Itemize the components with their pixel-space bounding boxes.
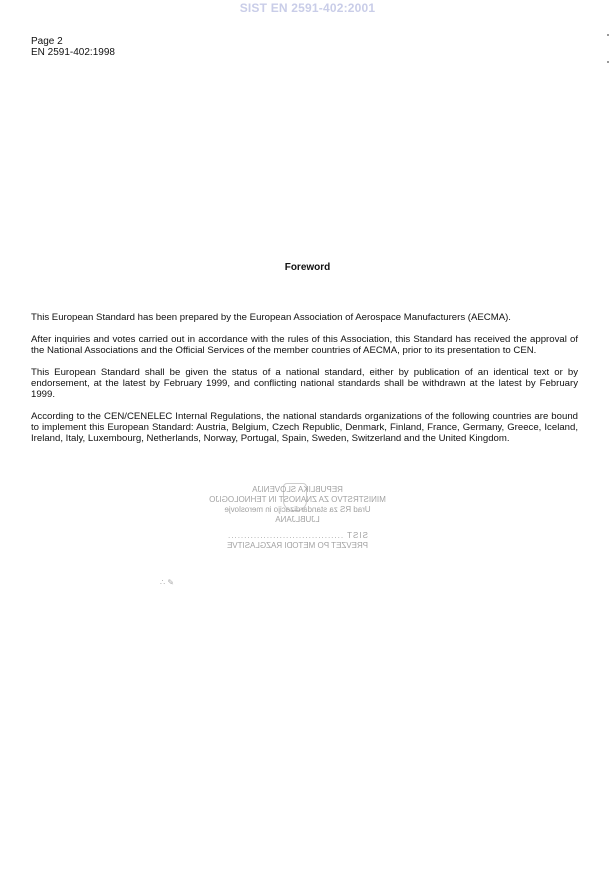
paragraph: After inquiries and votes carried out in accordance with the rules of this Association, this Standard has received the approval of the National Associations and the Official Services of the member countries of AECMA, prior to its presentation to CEN. <box>31 334 578 356</box>
stamp-line: PREVZET PO METODI RAZGLASITVE <box>226 541 369 550</box>
section-title: Foreword <box>284 262 331 273</box>
paragraph: According to the CEN/CENELEC Internal Regulations, the national standards organizations of the following countries are bound to implement this European Standard: Austria, Belgium, Czech Republic, Denmark, Finland, France, Germany, Greece, Iceland, Ireland, Italy, Luxembourg, Netherlands, Norway, Portugal, Spain, Sweden, Switzerland and the United Kingdom. <box>31 411 578 444</box>
foreword-body <box>31 312 578 455</box>
stamp-line: SIST .................................... <box>227 531 368 540</box>
scan-mark <box>607 34 609 36</box>
paragraph: This European Standard has been prepared by the European Association of Aerospace Manufacturers (AECMA). <box>31 312 511 323</box>
page-number: Page 2 <box>31 36 63 47</box>
stamp-line: LJUBLJANA <box>275 515 320 524</box>
document-id: EN 2591-402:1998 <box>31 47 115 58</box>
handwritten-mark-icon: ∴ ✎ <box>160 578 175 587</box>
document-watermark: SIST EN 2591-402:2001 <box>239 1 376 15</box>
scan-mark <box>607 61 609 63</box>
page-header <box>31 36 115 58</box>
stamp-line: REPUBLIKA SLOVENIJA <box>252 485 343 494</box>
stamp-line: MINISTRSTVO ZA ZNANOST IN TEHNOLOGIJO <box>209 495 386 504</box>
show-through-stamp <box>205 485 390 551</box>
paragraph: This European Standard shall be given the status of a national standard, either by publication of an identical text or by endorsement, at the latest by February 1999, and conflicting national standards shall be withdrawn at the latest by February 1999. <box>31 367 578 400</box>
stamp-line: Urad RS za standardizacijo in meroslovje <box>224 505 371 514</box>
